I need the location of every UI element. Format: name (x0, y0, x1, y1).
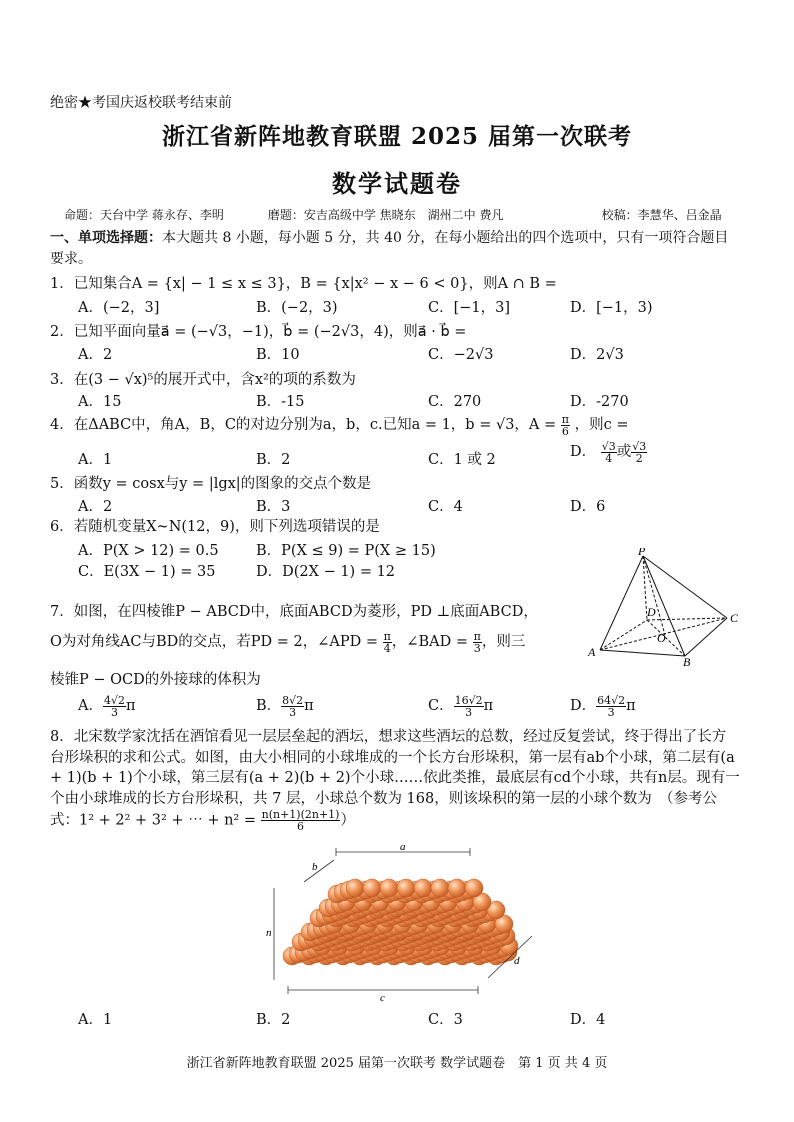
q7-option-b[interactable]: B． $\frac{8√2}{3}$ π (256, 693, 314, 719)
fig8-label-n: n (266, 927, 272, 939)
confidential-note: 绝密★考国庆返校联考结束前 (50, 95, 232, 111)
q6-option-b[interactable]: B．P(X ≤ 9) = P(X ≥ 15) (256, 543, 436, 559)
q4-option-b[interactable]: B．2 (256, 452, 291, 468)
label-c: C (730, 611, 739, 625)
fig8-label-d: d (514, 955, 520, 967)
exam-subtitle: 数学试题卷 (332, 169, 462, 198)
ball (431, 879, 449, 897)
q4-stem-text: 4．在ΔABC中，角A，B，C的对边分别为a，b，c.已知a = 1，b = √3，A = (50, 417, 557, 433)
ball (465, 879, 483, 897)
q8-option-d[interactable]: D．4 (570, 1012, 606, 1028)
q8-option-b[interactable]: B．2 (256, 1012, 291, 1028)
pyramid-figure (585, 548, 745, 666)
label-b: B (683, 655, 691, 666)
q5-option-a[interactable]: A．2 (78, 499, 113, 515)
page-footer: 浙江省新阵地教育联盟 2025 届第一次联考 数学试题卷 第 1 页 共 4 页 (186, 1056, 608, 1071)
question-5-stem: 5．函数y = cosx与y = |lgx|的图象的交点个数是 (50, 476, 372, 492)
q2-option-a[interactable]: A．2 (78, 347, 113, 363)
question-4-stem (50, 413, 629, 437)
q6-option-c[interactable]: C．E(3X − 1) = 35 (78, 564, 216, 580)
question-3-stem: 3．在(3 − √x)⁵的展开式中，含x²的项的系数为 (50, 372, 356, 388)
q4-option-a[interactable]: A．1 (78, 452, 113, 468)
q7-option-a[interactable]: A． $\frac{4√2}{3}$ π (78, 693, 136, 719)
section-title: 一、单项选择题： (50, 230, 162, 246)
q6-option-a[interactable]: A．P(X > 12) = 0.5 (78, 543, 219, 559)
q1-option-d[interactable]: D．[−1，3) (570, 300, 653, 316)
q2-option-d[interactable]: D．2√3 (570, 347, 624, 363)
credits-reviewers: 磨题：安吉高级中学 焦晓东 湖州二中 费凡 (267, 208, 504, 222)
q2-option-c[interactable]: C．−2√3 (428, 347, 494, 363)
question-2-stem: 2．已知平面向量a⃗ = (−√3，−1)，b⃗ = (−2√3，4)，则a⃗ · b⃗ = (50, 324, 467, 340)
q1-option-c[interactable]: C．[−1，3] (428, 300, 511, 316)
label-a: A (588, 645, 596, 659)
q1-option-b[interactable]: B．(−2，3) (256, 300, 338, 316)
q4-option-c[interactable]: C．1 或 2 (428, 452, 496, 468)
ball (414, 879, 432, 897)
question-6-stem: 6．若随机变量X~N(12，9)，则下列选项错误的是 (50, 519, 380, 535)
label-p: P (638, 548, 646, 558)
fig8-label-a: a (400, 841, 406, 853)
question-1-stem: 1．已知集合A = {x| − 1 ≤ x ≤ 3}，B = {x|x² − x − 6 < 0}，则A ∩ B = (50, 276, 557, 292)
section-desc: 本大题共 8 小题，每小题 5 分，共 40 分，在每小题给出的四个选项中，只有一项符合题目要求。 (50, 230, 729, 267)
ball (397, 879, 415, 897)
q7-option-c[interactable]: C． $\frac{16√2}{3}$ π (428, 693, 494, 719)
ball (346, 879, 364, 897)
ball-stack-figure (248, 840, 548, 1002)
q5-option-b[interactable]: B．3 (256, 499, 291, 515)
ball (380, 879, 398, 897)
q2-option-b[interactable]: B．10 (256, 347, 300, 363)
q4-stem-tail: ，则c = (574, 417, 629, 433)
q6-option-d[interactable]: D．D(2X − 1) = 12 (256, 564, 396, 580)
credits-line (64, 206, 722, 223)
fig8-label-b: b (312, 861, 318, 873)
q1-option-a[interactable]: A．(−2，3] (78, 300, 160, 316)
q3-option-c[interactable]: C．270 (428, 394, 482, 410)
question-7-stem: 7．如图，在四棱锥P − ABCD中，底面ABCD为菱形，PD ⊥底面ABCD， (50, 604, 538, 620)
section-heading (50, 228, 740, 270)
credits-proofread: 校稿：李慧华、吕金晶 (601, 208, 722, 222)
label-d: D (647, 605, 656, 619)
ball (363, 879, 381, 897)
question-7-line2: O为对角线AC与BD的交点，若PD = 2，∠APD = $\frac{\pi}{4}$ ，∠BAD = $\frac{\pi}{3}$ ，则三 (50, 629, 526, 655)
q5-option-d[interactable]: D．6 (570, 499, 606, 515)
q8-option-c[interactable]: C．3 (428, 1012, 463, 1028)
q7-option-d[interactable]: D． $\frac{64√2}{3}$ π (570, 693, 636, 719)
q8-option-a[interactable]: A．1 (78, 1012, 113, 1028)
ball-layers (283, 879, 518, 965)
q5-option-c[interactable]: C．4 (428, 499, 463, 515)
q3-option-a[interactable]: A．15 (78, 394, 122, 410)
q3-option-d[interactable]: D．-270 (570, 394, 629, 410)
credits-authors: 命题：天台中学 蒋永存、李明 (64, 208, 224, 222)
exam-title: 浙江省新阵地教育联盟 2025 届第一次联考 (161, 123, 633, 150)
question-7-line3: 棱锥P − OCD的外接球的体积为 (50, 672, 261, 688)
q3-option-b[interactable]: B．-15 (256, 394, 305, 410)
question-8-stem: 8．北宋数学家沈括在酒馆看见一层层垒起的酒坛，想求这些酒坛的总数，经过反复尝试，终于得出了长方台形垛积的求和公式。如图，由大小相同的小球堆成的一个长方台形垛积，第一层有ab个小球，第二层有(a + 1)(b + 1)个小球，第三层有(a + 2)(b + 2)个小球……依此类推，最底层有cd个小球，共有n层。现有一个由小球堆成的长方台形垛积，共 7 层，小球总个数为 168，则该垛积的第一层的小球个数为 （参考公式：1² + 2² + 3² + ⋯ + n² = $\frac{n(n+1)(2n+1)}{6}$ ） (50, 729, 740, 833)
ball (448, 879, 466, 897)
fig8-label-c: c (380, 992, 385, 1002)
q4-option-d[interactable]: D． $\frac{√3}{4}$ 或 $\frac{√3}{2}$ (570, 439, 647, 465)
label-o: O (657, 631, 666, 645)
q4-fraction: $\frac{\pi}{6}$ (561, 412, 569, 438)
